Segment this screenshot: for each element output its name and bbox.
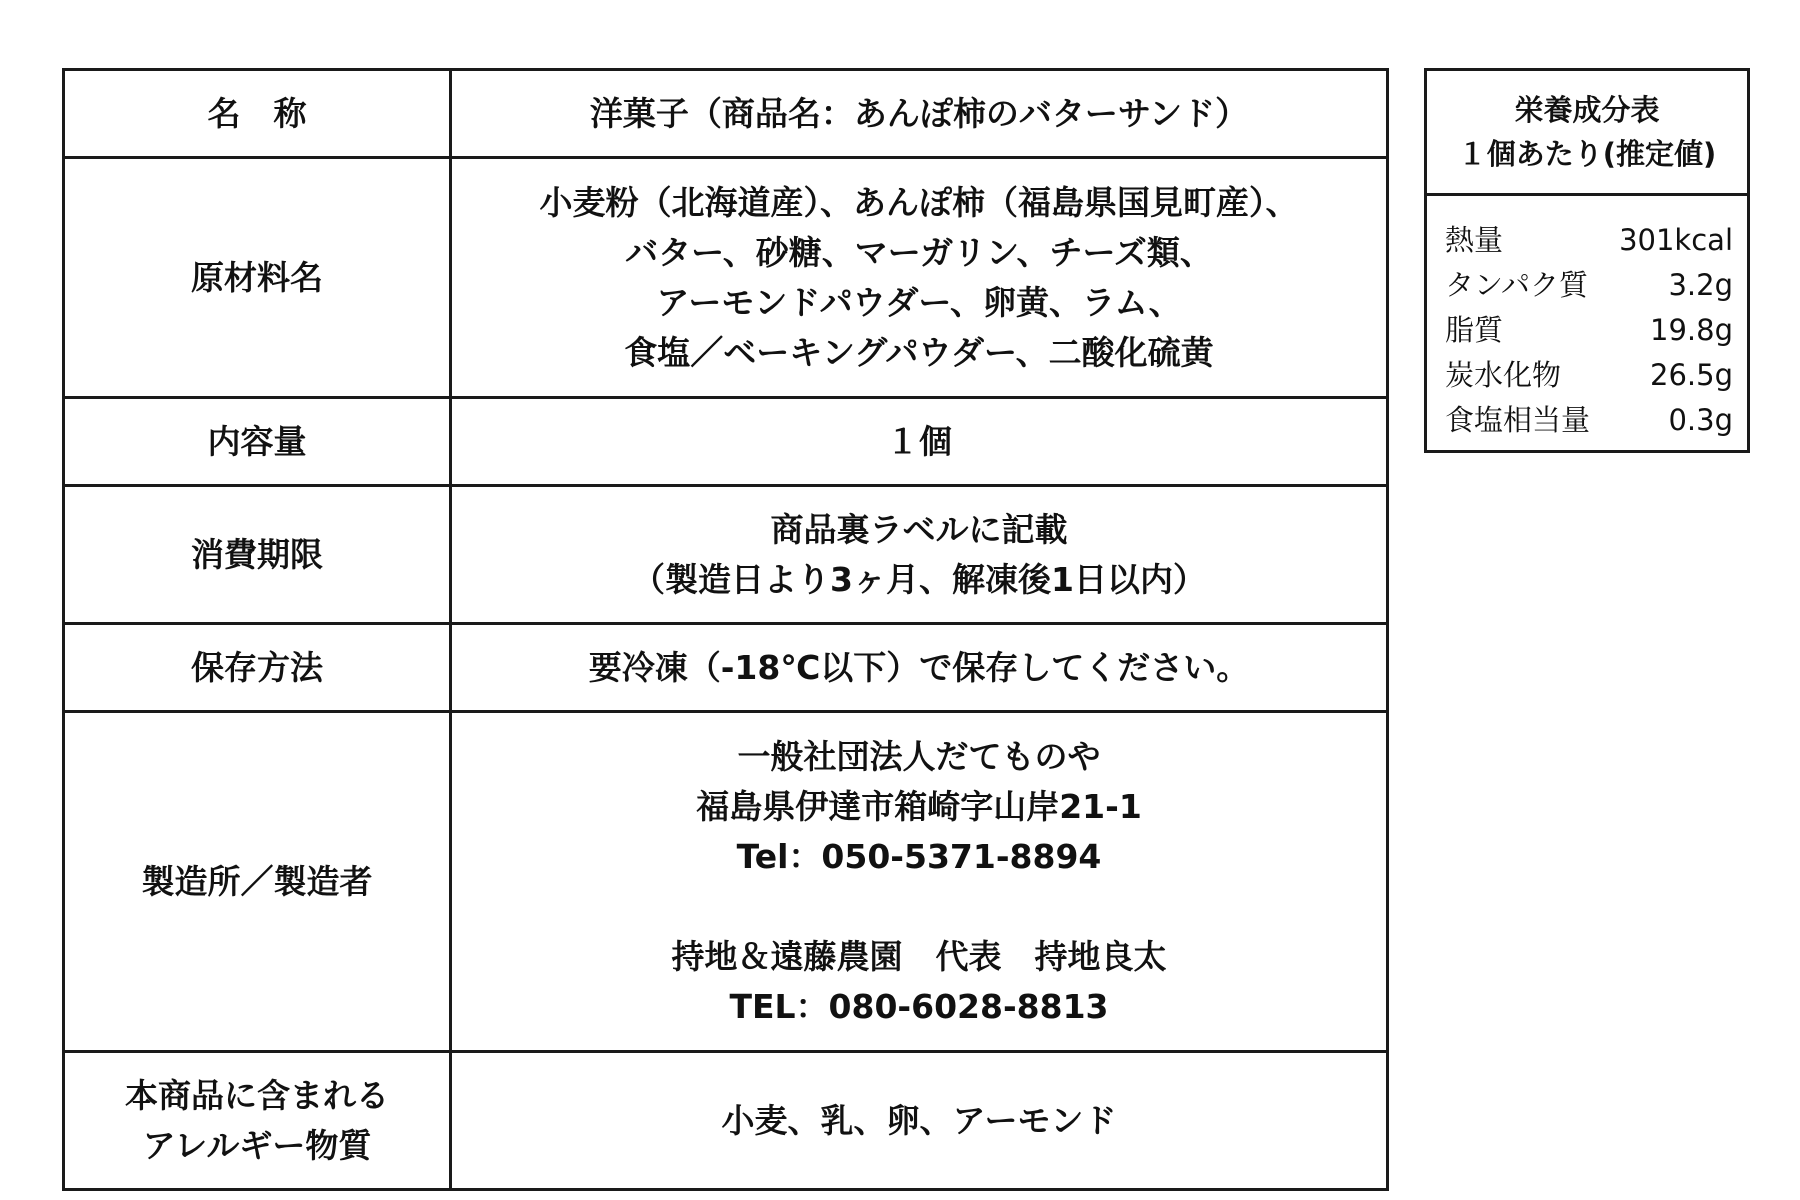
row-value-manufacturer: 一般社団法人だてものや 福島県伊達市箱崎字山岸21-1 Tel：050-5371-8894 持地＆遠藤農園 代表 持地良太 TEL：080-6028-8813 xyxy=(451,712,1388,1052)
nutrition-row-salt xyxy=(1445,398,1733,443)
row-label-name: 名 称 xyxy=(64,70,451,158)
table-row xyxy=(64,1052,1388,1190)
row-label-ingredients: 原材料名 xyxy=(64,158,451,398)
nutrient-value: 301kcal xyxy=(1619,223,1733,257)
nutrition-row-fat xyxy=(1445,308,1733,353)
nutrient-value: 26.5g xyxy=(1650,358,1733,392)
nutrient-name: 炭水化物 xyxy=(1445,358,1562,392)
row-label-quantity: 内容量 xyxy=(64,398,451,486)
nutrition-header xyxy=(1427,71,1747,196)
table-row xyxy=(64,158,1388,398)
row-value-ingredients: 小麦粉（北海道産）、あんぽ柿（福島県国見町産）、 バター、砂糖、マーガリン、チーズ類、 アーモンドパウダー、卵黄、ラム、 食塩／ベーキングパウダー、二酸化硫黄 xyxy=(451,158,1388,398)
nutrition-row-carbohydrate xyxy=(1445,353,1733,398)
nutrition-rows xyxy=(1427,196,1747,443)
row-value-allergens: 小麦、乳、卵、アーモンド xyxy=(451,1052,1388,1190)
nutrient-value: 19.8g xyxy=(1650,313,1733,347)
row-value-expiry: 商品裏ラベルに記載 （製造日より3ヶ月、解凍後1日以内） xyxy=(451,486,1388,624)
nutrition-row-energy xyxy=(1445,218,1733,263)
blank-line xyxy=(462,882,1376,932)
nutrition-title: 栄養成分表 xyxy=(1514,93,1660,127)
nutrition-row-protein xyxy=(1445,263,1733,308)
row-value-storage: 要冷凍（-18℃以下）で保存してください。 xyxy=(451,624,1388,712)
row-label-allergens: 本商品に含まれる アレルギー物質 xyxy=(64,1052,451,1190)
product-label-table xyxy=(62,68,1389,1191)
row-label-manufacturer: 製造所／製造者 xyxy=(64,712,451,1052)
table-row xyxy=(64,486,1388,624)
nutrition-subtitle: １個あたり(推定値) xyxy=(1457,137,1717,171)
nutrient-value: 3.2g xyxy=(1668,268,1733,302)
nutrient-name: 脂質 xyxy=(1445,313,1504,347)
nutrient-value: 0.3g xyxy=(1668,403,1733,437)
row-label-expiry: 消費期限 xyxy=(64,486,451,624)
nutrition-facts-box xyxy=(1424,68,1750,453)
table-row xyxy=(64,624,1388,712)
table-row xyxy=(64,398,1388,486)
table-row xyxy=(64,712,1388,1052)
nutrient-name: 熱量 xyxy=(1445,223,1504,257)
row-value-quantity: １個 xyxy=(451,398,1388,486)
nutrient-name: タンパク質 xyxy=(1445,268,1588,302)
nutrient-name: 食塩相当量 xyxy=(1445,403,1591,437)
row-label-storage: 保存方法 xyxy=(64,624,451,712)
row-value-name: 洋菓子（商品名：あんぽ柿のバターサンド） xyxy=(451,70,1388,158)
table-row xyxy=(64,70,1388,158)
